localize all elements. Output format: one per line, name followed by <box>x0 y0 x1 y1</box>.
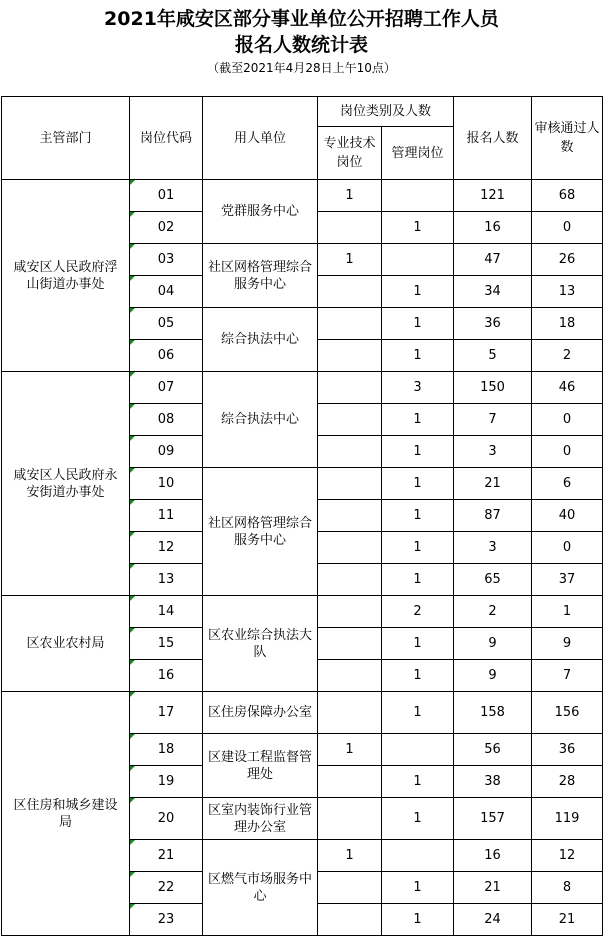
dept-cell: 咸安区人民政府浮山街道办事处 <box>2 180 130 372</box>
applicants-cell: 24 <box>454 904 532 936</box>
approved-cell: 119 <box>532 798 603 840</box>
tech-cell <box>318 372 382 404</box>
mgmt-cell: 1 <box>382 500 454 532</box>
unit-cell: 区农业综合执法大队 <box>203 596 318 692</box>
code-cell: 06 <box>130 340 203 372</box>
tech-cell <box>318 766 382 798</box>
tech-cell <box>318 596 382 628</box>
mgmt-cell: 1 <box>382 436 454 468</box>
approved-cell: 13 <box>532 276 603 308</box>
header-approved: 审核通过人数 <box>532 97 603 180</box>
approved-cell: 1 <box>532 596 603 628</box>
approved-cell: 26 <box>532 244 603 276</box>
applicants-cell: 16 <box>454 212 532 244</box>
mgmt-cell: 3 <box>382 372 454 404</box>
approved-cell: 0 <box>532 436 603 468</box>
mgmt-cell: 1 <box>382 308 454 340</box>
tech-cell <box>318 212 382 244</box>
header-applicants: 报名人数 <box>454 97 532 180</box>
approved-cell: 37 <box>532 564 603 596</box>
applicants-cell: 157 <box>454 798 532 840</box>
code-cell: 12 <box>130 532 203 564</box>
mgmt-cell: 1 <box>382 692 454 734</box>
tech-cell <box>318 532 382 564</box>
applicants-cell: 150 <box>454 372 532 404</box>
code-cell: 07 <box>130 372 203 404</box>
approved-cell: 0 <box>532 532 603 564</box>
code-cell: 09 <box>130 436 203 468</box>
mgmt-cell <box>382 244 454 276</box>
mgmt-cell: 2 <box>382 596 454 628</box>
code-cell: 21 <box>130 840 203 872</box>
header-dept: 主管部门 <box>2 97 130 180</box>
approved-cell: 2 <box>532 340 603 372</box>
header-category: 岗位类别及人数 <box>318 97 454 127</box>
table-row <box>2 692 603 734</box>
code-cell: 01 <box>130 180 203 212</box>
approved-cell: 36 <box>532 734 603 766</box>
tech-cell: 1 <box>318 840 382 872</box>
code-cell: 16 <box>130 660 203 692</box>
mgmt-cell: 1 <box>382 660 454 692</box>
tech-cell <box>318 660 382 692</box>
tech-cell <box>318 436 382 468</box>
tech-cell <box>318 904 382 936</box>
applicants-cell: 158 <box>454 692 532 734</box>
code-cell: 05 <box>130 308 203 340</box>
mgmt-cell: 1 <box>382 468 454 500</box>
mgmt-cell: 1 <box>382 340 454 372</box>
tech-cell <box>318 404 382 436</box>
mgmt-cell: 1 <box>382 276 454 308</box>
tech-cell <box>318 872 382 904</box>
page-title-line2: 报名人数统计表 <box>234 34 368 56</box>
code-cell: 22 <box>130 872 203 904</box>
mgmt-cell <box>382 734 454 766</box>
code-cell: 23 <box>130 904 203 936</box>
code-cell: 14 <box>130 596 203 628</box>
unit-cell: 区燃气市场服务中心 <box>203 840 318 936</box>
mgmt-cell: 1 <box>382 766 454 798</box>
approved-cell: 18 <box>532 308 603 340</box>
tech-cell <box>318 798 382 840</box>
unit-cell: 区建设工程监督管理处 <box>203 734 318 798</box>
applicants-cell: 3 <box>454 532 532 564</box>
applicants-cell: 47 <box>454 244 532 276</box>
tech-cell: 1 <box>318 734 382 766</box>
applicants-cell: 9 <box>454 660 532 692</box>
page-subtitle: （截至2021年4月28日上午10点） <box>207 61 396 75</box>
applicants-cell: 9 <box>454 628 532 660</box>
code-cell: 19 <box>130 766 203 798</box>
code-cell: 17 <box>130 692 203 734</box>
applicants-cell: 121 <box>454 180 532 212</box>
approved-cell: 0 <box>532 404 603 436</box>
unit-cell: 综合执法中心 <box>203 372 318 468</box>
applicants-cell: 21 <box>454 468 532 500</box>
approved-cell: 46 <box>532 372 603 404</box>
tech-cell: 1 <box>318 244 382 276</box>
approved-cell: 28 <box>532 766 603 798</box>
approved-cell: 68 <box>532 180 603 212</box>
code-cell: 13 <box>130 564 203 596</box>
code-cell: 08 <box>130 404 203 436</box>
code-cell: 04 <box>130 276 203 308</box>
mgmt-cell: 1 <box>382 798 454 840</box>
approved-cell: 9 <box>532 628 603 660</box>
code-cell: 10 <box>130 468 203 500</box>
approved-cell: 8 <box>532 872 603 904</box>
applicants-cell: 34 <box>454 276 532 308</box>
approved-cell: 40 <box>532 500 603 532</box>
header-code: 岗位代码 <box>130 97 203 180</box>
tech-cell <box>318 628 382 660</box>
header-tech: 专业技术岗位 <box>318 127 382 180</box>
tech-cell <box>318 500 382 532</box>
approved-cell: 0 <box>532 212 603 244</box>
mgmt-cell: 1 <box>382 532 454 564</box>
code-cell: 15 <box>130 628 203 660</box>
table-row <box>2 180 603 212</box>
applicants-cell: 7 <box>454 404 532 436</box>
unit-cell: 社区网格管理综合服务中心 <box>203 468 318 596</box>
unit-cell: 综合执法中心 <box>203 308 318 372</box>
applicants-cell: 38 <box>454 766 532 798</box>
applicants-cell: 56 <box>454 734 532 766</box>
dept-cell: 区农业农村局 <box>2 596 130 692</box>
page-title-line1: 2021年咸安区部分事业单位公开招聘工作人员 <box>104 8 499 30</box>
approved-cell: 7 <box>532 660 603 692</box>
tech-cell <box>318 340 382 372</box>
dept-cell: 咸安区人民政府永安街道办事处 <box>2 372 130 596</box>
unit-cell: 社区网格管理综合服务中心 <box>203 244 318 308</box>
mgmt-cell <box>382 840 454 872</box>
tech-cell <box>318 308 382 340</box>
unit-cell: 党群服务中心 <box>203 180 318 244</box>
mgmt-cell: 1 <box>382 212 454 244</box>
unit-cell: 区住房保障办公室 <box>203 692 318 734</box>
tech-cell <box>318 692 382 734</box>
applicants-cell: 87 <box>454 500 532 532</box>
applicants-cell: 3 <box>454 436 532 468</box>
applicants-cell: 2 <box>454 596 532 628</box>
unit-cell: 区室内装饰行业管理办公室 <box>203 798 318 840</box>
mgmt-cell <box>382 180 454 212</box>
tech-cell: 1 <box>318 180 382 212</box>
dept-cell: 区住房和城乡建设局 <box>2 692 130 936</box>
mgmt-cell: 1 <box>382 628 454 660</box>
code-cell: 18 <box>130 734 203 766</box>
approved-cell: 156 <box>532 692 603 734</box>
statistics-table <box>1 96 603 936</box>
header-mgmt: 管理岗位 <box>382 127 454 180</box>
approved-cell: 21 <box>532 904 603 936</box>
applicants-cell: 16 <box>454 840 532 872</box>
approved-cell: 12 <box>532 840 603 872</box>
code-cell: 02 <box>130 212 203 244</box>
tech-cell <box>318 564 382 596</box>
mgmt-cell: 1 <box>382 564 454 596</box>
applicants-cell: 5 <box>454 340 532 372</box>
applicants-cell: 36 <box>454 308 532 340</box>
header-unit: 用人单位 <box>203 97 318 180</box>
mgmt-cell: 1 <box>382 404 454 436</box>
code-cell: 03 <box>130 244 203 276</box>
applicants-cell: 21 <box>454 872 532 904</box>
tech-cell <box>318 276 382 308</box>
mgmt-cell: 1 <box>382 872 454 904</box>
code-cell: 11 <box>130 500 203 532</box>
approved-cell: 6 <box>532 468 603 500</box>
applicants-cell: 65 <box>454 564 532 596</box>
table-row <box>2 372 603 404</box>
tech-cell <box>318 468 382 500</box>
mgmt-cell: 1 <box>382 904 454 936</box>
table-row <box>2 596 603 628</box>
code-cell: 20 <box>130 798 203 840</box>
